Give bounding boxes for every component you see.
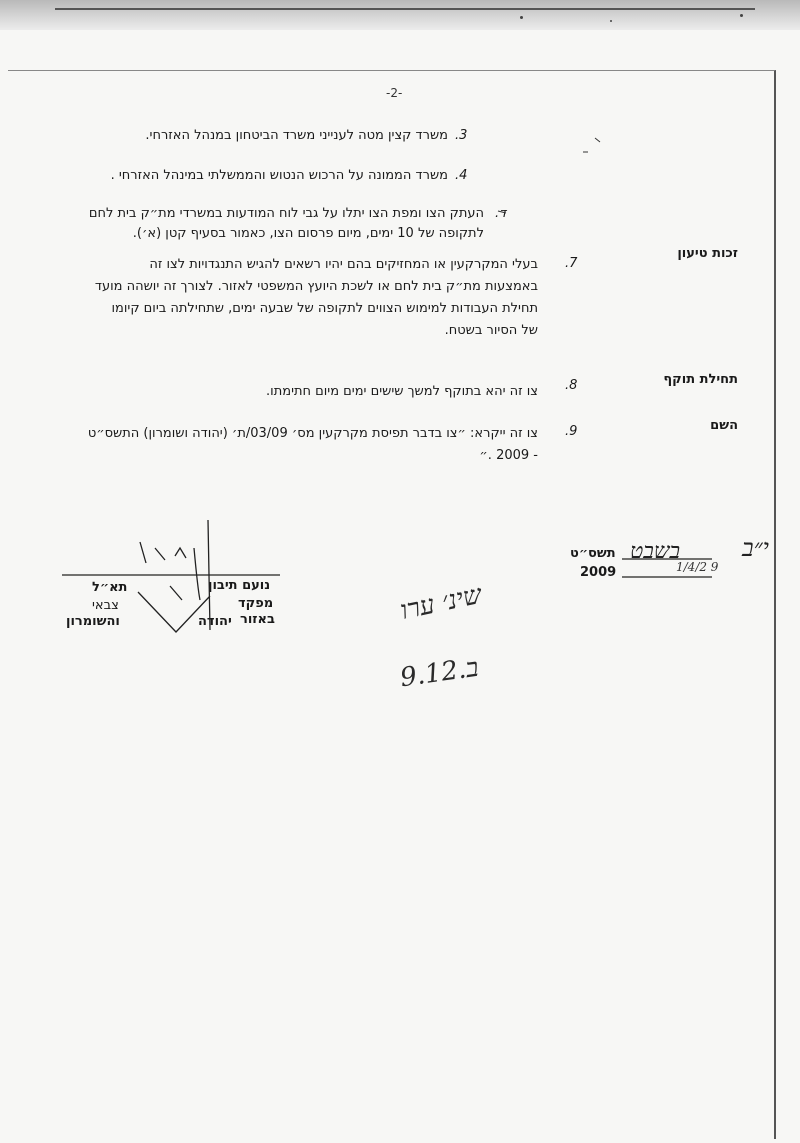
clause-9-label: השם bbox=[710, 418, 738, 433]
region-samaria: והשומרון bbox=[66, 614, 120, 629]
clause-7-line: בעלי המקרקעין או המחזיקים בהם יהיו רשאים להגיש התנגדויות לצו זה bbox=[149, 257, 538, 272]
clause-3-text: משרד קצין מטה לענייני משרד הביטחון במנהל האזרחי. bbox=[145, 128, 448, 143]
clause-8-label: תחילת תוקף bbox=[663, 372, 738, 387]
handwritten-note-1: שינ׳ ערו bbox=[397, 579, 485, 627]
clause-8-text: צו זה יהא בתוקף למשך שישים ימים מיום חתימתו. bbox=[266, 384, 538, 399]
signatory-role-2: באזור bbox=[240, 612, 275, 627]
handwritten-month: בשבט bbox=[630, 539, 681, 564]
signatory-rank: תא״ל bbox=[92, 580, 128, 595]
clause-9-line1: צו זה ייקרא: ״צו בדבר תפיסת מקרקעין מס׳ 03/09/ת׳ (יהודה ושומרון) התשס״ט bbox=[87, 426, 538, 441]
clause-3-number: .3 bbox=[455, 128, 468, 143]
clause-7-line: באמצעות מת״ק בית לחם או לשכת היועץ המשפטי לאזור. לצורך זה יושהה מועד bbox=[94, 279, 538, 294]
clause-7-line: תחילת העבודות למימוש הצווים לתקופה של שבעה ימים, שתחילתה ביום קיומו bbox=[111, 301, 538, 316]
hebrew-year: תשס״ט bbox=[570, 546, 616, 561]
clause-8-number: .8 bbox=[565, 378, 578, 393]
clause-7-label: זכות טיעון bbox=[677, 246, 738, 261]
signature-scribble bbox=[138, 520, 210, 632]
region-judea: יהודה bbox=[198, 614, 232, 629]
signatory-role-1: מפקד bbox=[238, 596, 274, 611]
margin-marks bbox=[498, 138, 600, 213]
clause-7-number: .7 bbox=[565, 256, 578, 271]
clause-9-line2: - 2009 .״ bbox=[479, 448, 538, 463]
clause-5-line1: העתק הצו ומפת הצו יתלו על גבי לוח המודעות במשרדי מת״ק בית לחם bbox=[88, 206, 484, 221]
signatory-role-1b: צבאי bbox=[92, 598, 119, 613]
clause-7-line: של הסיור בשטח. bbox=[444, 323, 538, 338]
clause-9-number: .9 bbox=[565, 424, 578, 439]
clause-5-number: .ד bbox=[495, 206, 507, 221]
clause-5-line2: לתקופה של 10 ימים, מיום פרסום הצו, כאמור בסעיף קטן (א׳). bbox=[132, 226, 484, 241]
handwritten-date: 1/4/2 9 bbox=[676, 560, 719, 574]
page-number: -2- bbox=[386, 86, 403, 100]
handwritten-day: י״ב bbox=[742, 534, 769, 562]
handwritten-note-2: ב.9.12 bbox=[398, 652, 481, 694]
gregorian-year: 2009 bbox=[580, 565, 617, 580]
clause-4-number: .4 bbox=[455, 168, 468, 183]
clause-4-text: משרד הממונה על הרכוש הנטוש והממשלתי במינהל האזרחי . bbox=[110, 168, 448, 183]
signatory-name: נועם תיבון bbox=[208, 578, 271, 593]
